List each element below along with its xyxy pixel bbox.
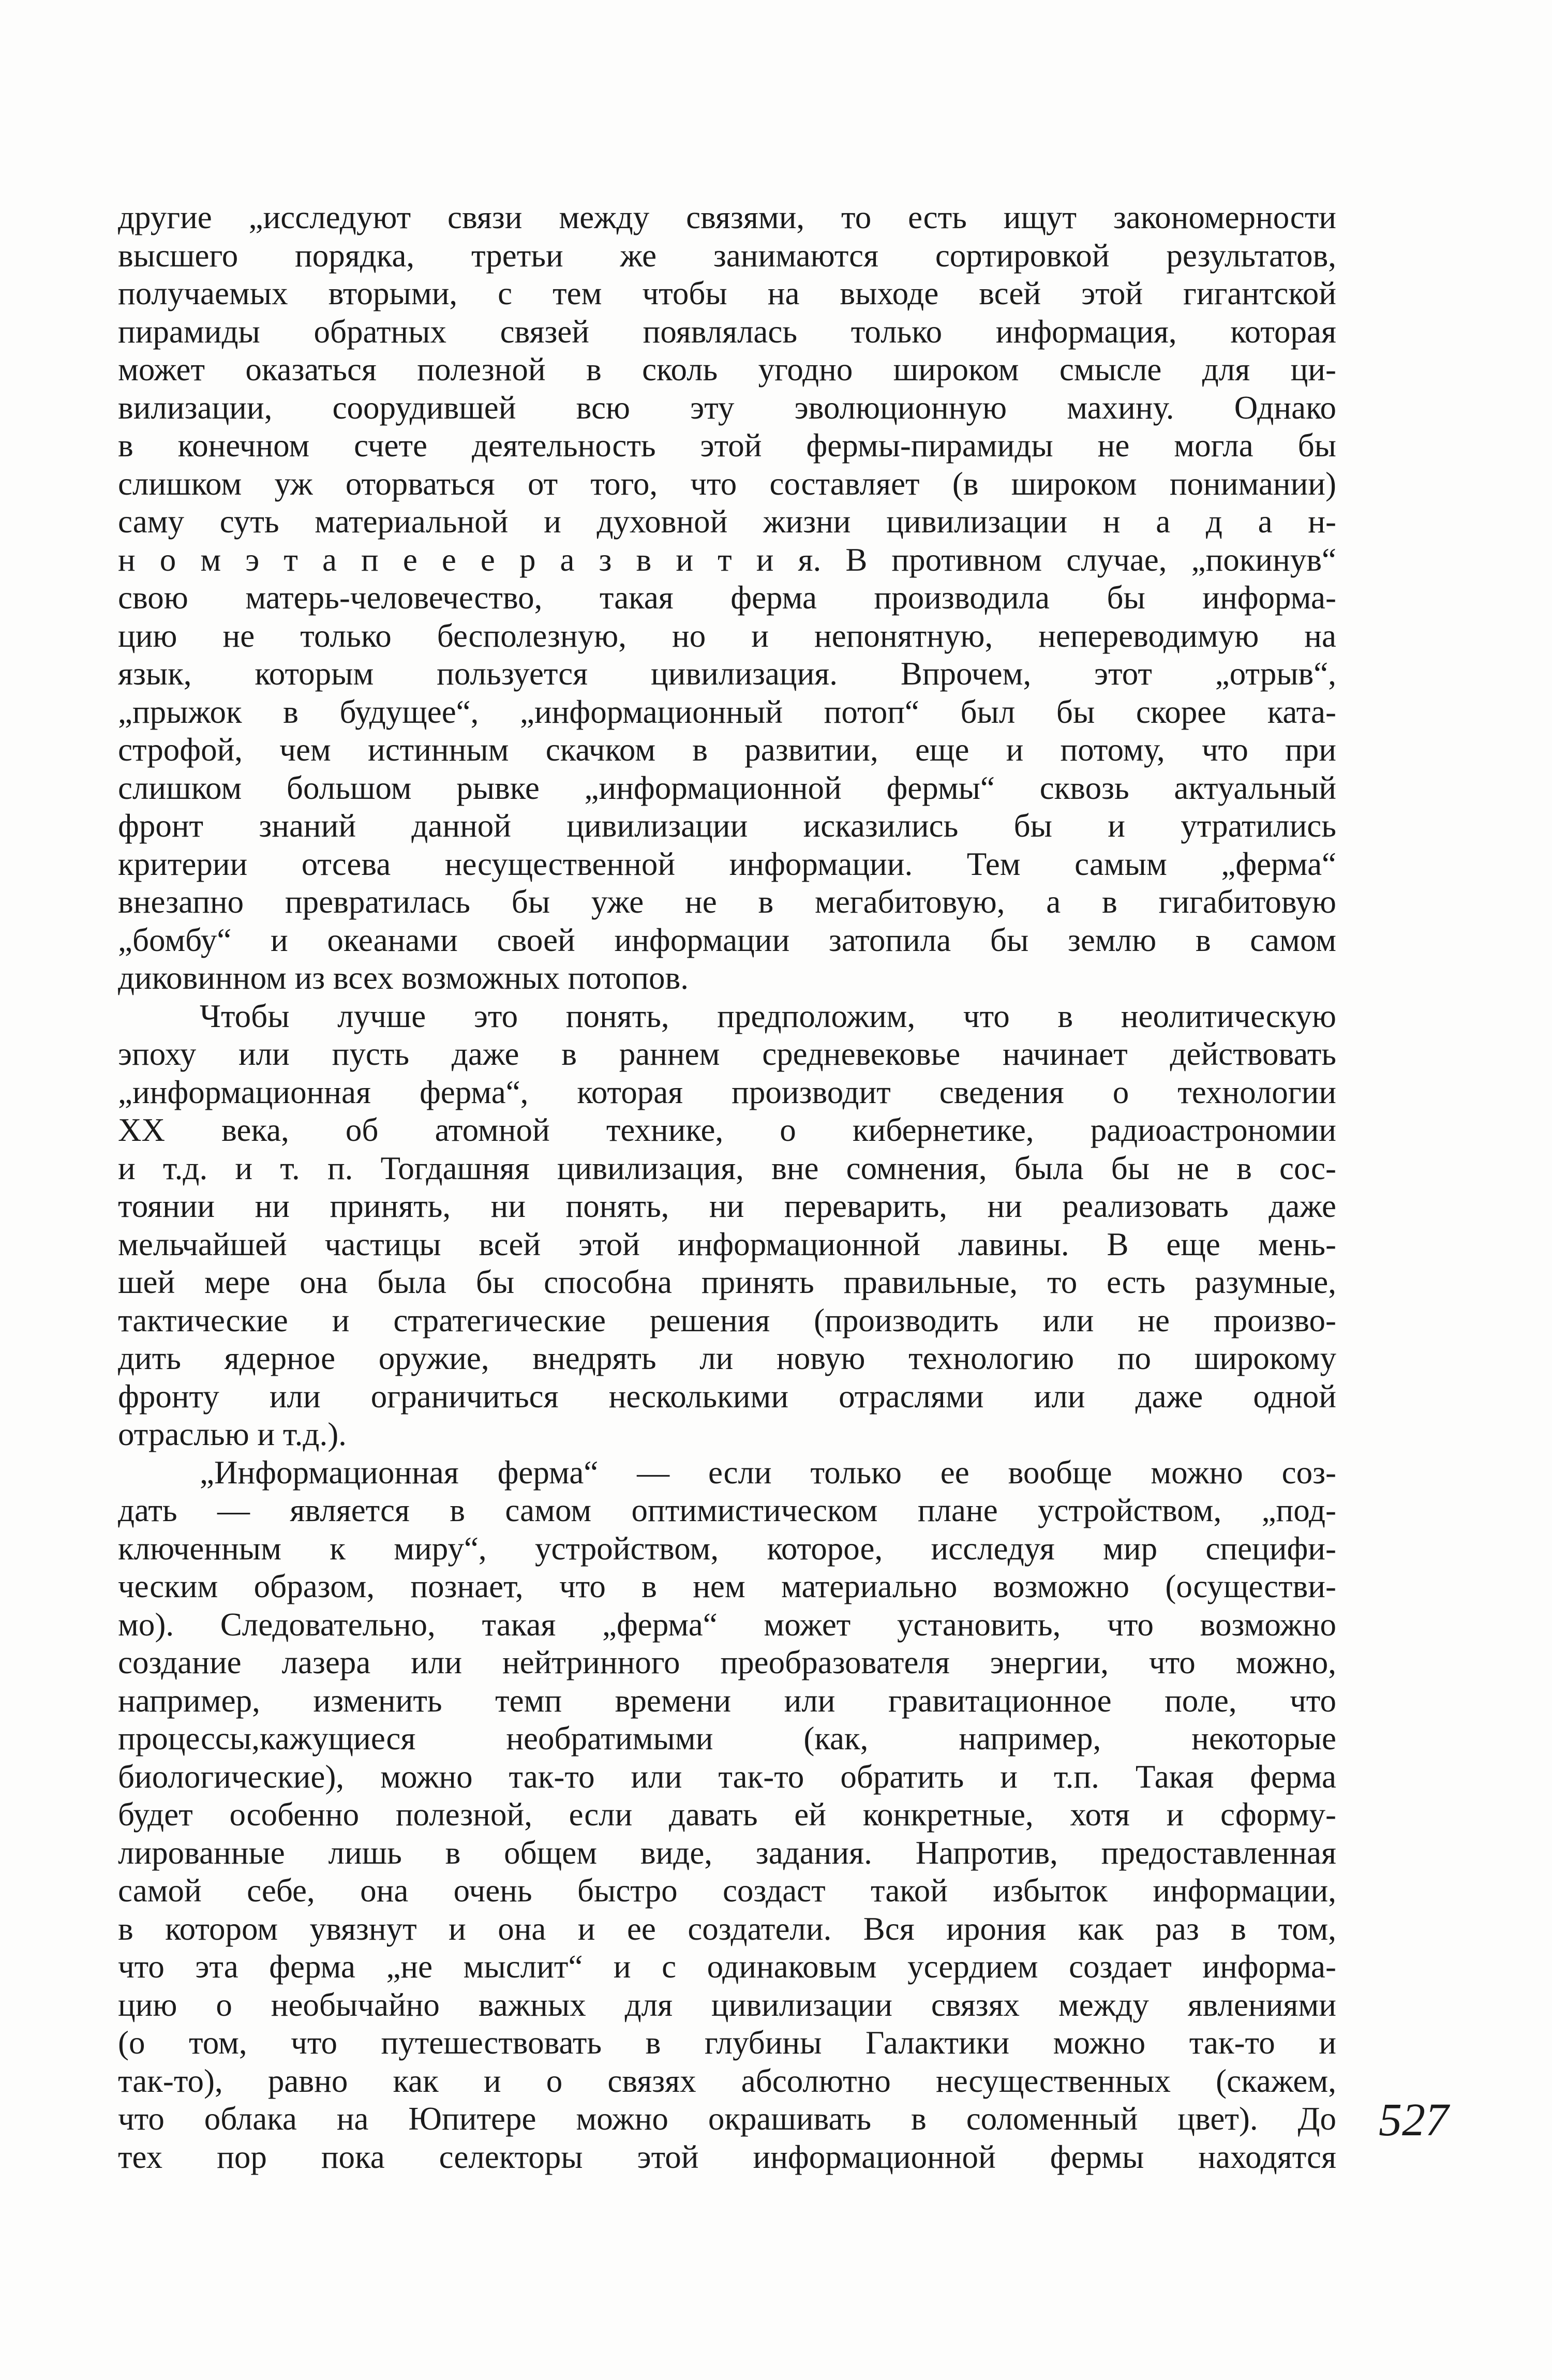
text-line: мельчайшей частицы всей этой информационной лавины. В еще мень- bbox=[118, 1226, 1336, 1262]
text-line: лированные лишь в общем виде, задания. Напротив, предоставленная bbox=[118, 1834, 1336, 1871]
text-line: самой себе, она очень быстро создаст такой избыток информации, bbox=[118, 1872, 1336, 1909]
text-line: (о том, что путешествовать в глубины Галактики можно так-то и bbox=[118, 2025, 1336, 2061]
text-line: тоянии ни принять, ни понять, ни переварить, ни реализовать даже bbox=[118, 1188, 1336, 1224]
text-line: слишком большом рывке „информационной фермы“ сквозь актуальный bbox=[118, 769, 1336, 806]
text-line: фронт знаний данной цивилизации исказились бы и утратились bbox=[118, 808, 1336, 844]
page-number: 527 bbox=[1379, 2094, 1449, 2146]
text-line: XX века, об атомной технике, о кибернетике, радиоастрономии bbox=[118, 1112, 1336, 1148]
text-line: слишком уж оторваться от того, что составляет (в широком понимании) bbox=[118, 465, 1336, 502]
text-line: биологические), можно так-то или так-то обратить и т.п. Такая ферма bbox=[118, 1758, 1336, 1795]
text-line: другие „исследуют связи между связями, то есть ищут закономерности bbox=[118, 199, 1336, 235]
text-line: эпоху или пусть даже в раннем средневековье начинает действовать bbox=[118, 1036, 1336, 1072]
text-line: критерии отсева несущественной информации. Тем самым „ферма“ bbox=[118, 845, 1336, 882]
text-line: что эта ферма „не мыслит“ и с одинаковым усердием создает информа- bbox=[118, 1948, 1336, 1985]
text-line: свою матерь-человечество, такая ферма производила бы информа- bbox=[118, 579, 1336, 616]
text-line: тактические и стратегические решения (производить или не произво- bbox=[118, 1302, 1336, 1338]
text-line: дать — является в самом оптимистическом плане устройством, „под- bbox=[118, 1492, 1336, 1528]
text-line: в конечном счете деятельность этой фермы-пирамиды не могла бы bbox=[118, 427, 1336, 464]
text-line: например, изменить темп времени или гравитационное поле, что bbox=[118, 1682, 1336, 1719]
text-line: вилизации, соорудившей всю эту эволюционную махину. Однако bbox=[118, 389, 1336, 426]
text-line: ключенным к миру“, устройством, которое, исследуя мир специфи- bbox=[118, 1530, 1336, 1567]
text-line: получаемых вторыми, с тем чтобы на выходе всей этой гигантской bbox=[118, 275, 1336, 311]
text-line: так-то), равно как и о связях абсолютно несущественных (скажем, bbox=[118, 2062, 1336, 2099]
text-line: внезапно превратилась бы уже не в мегабитовую, а в гигабитовую bbox=[118, 884, 1336, 920]
text-line: дить ядерное оружие, внедрять ли новую технологию по широкому bbox=[118, 1340, 1336, 1376]
text-line: саму суть материальной и духовной жизни цивилизации н а д а н- bbox=[118, 503, 1336, 540]
text-line: шей мере она была бы способна принять правильные, то есть разумные, bbox=[118, 1264, 1336, 1300]
text-line: отраслью и т.д.). bbox=[118, 1416, 347, 1452]
text-line: будет особенно полезной, если давать ей конкретные, хотя и сформу- bbox=[118, 1796, 1336, 1833]
text-line: н о м э т а п е е е р а з в и т и я. В противном случае, „покинув“ bbox=[118, 541, 1336, 578]
text-line: язык, которым пользуется цивилизация. Впрочем, этот „отрыв“, bbox=[118, 656, 1336, 692]
text-line: фронту или ограничиться несколькими отраслями или даже одной bbox=[118, 1378, 1336, 1415]
text-line: „прыжок в будущее“, „информационный потоп“ был бы скорее ката- bbox=[118, 693, 1336, 730]
text-line: что облака на Юпитере можно окрашивать в соломенный цвет). До bbox=[118, 2101, 1336, 2137]
text-line: создание лазера или нейтринного преобразователя энергии, что можно, bbox=[118, 1644, 1336, 1680]
text-line: „бомбу“ и океанами своей информации затопила бы землю в самом bbox=[118, 921, 1336, 958]
text-line: цию о необычайно важных для цивилизации связях между явлениями bbox=[118, 1986, 1336, 2023]
text-line: пирамиды обратных связей появлялась только информация, которая bbox=[118, 313, 1336, 350]
text-line: мо). Следовательно, такая „ферма“ может установить, что возможно bbox=[118, 1606, 1336, 1643]
paragraph bbox=[118, 199, 1336, 998]
paragraph bbox=[118, 998, 1336, 1454]
text-line: высшего порядка, третьи же занимаются сортировкой результатов, bbox=[118, 237, 1336, 274]
text-line: процессы,кажущиеся необратимыми (как, например, некоторые bbox=[118, 1720, 1336, 1757]
paragraph bbox=[118, 1454, 1336, 2177]
text-line: и т.д. и т. п. Тогдашняя цивилизация, вне сомнения, была бы не в сос- bbox=[118, 1150, 1336, 1186]
text-line: ческим образом, познает, что в нем материально возможно (осуществи- bbox=[118, 1568, 1336, 1604]
text-line: „информационная ферма“, которая производит сведения о технологии bbox=[118, 1074, 1336, 1110]
body-text bbox=[118, 199, 1336, 2176]
text-line: диковинном из всех возможных потопов. bbox=[118, 960, 689, 996]
text-line: строфой, чем истинным скачком в развитии, еще и потому, что при bbox=[118, 732, 1336, 768]
text-line: тех пор пока селекторы этой информационной фермы находятся bbox=[118, 2138, 1336, 2175]
text-line: может оказаться полезной в сколь угодно широком смысле для ци- bbox=[118, 351, 1336, 388]
text-line: в котором увязнут и она и ее создатели. Вся ирония как раз в том, bbox=[118, 1910, 1336, 1947]
text-line: цию не только бесполезную, но и непонятную, непереводимую на bbox=[118, 617, 1336, 654]
text-line: Чтобы лучше это понять, предположим, что в неолитическую bbox=[200, 998, 1336, 1034]
text-line: „Информационная ферма“ — если только ее вообще можно соз- bbox=[200, 1454, 1336, 1491]
